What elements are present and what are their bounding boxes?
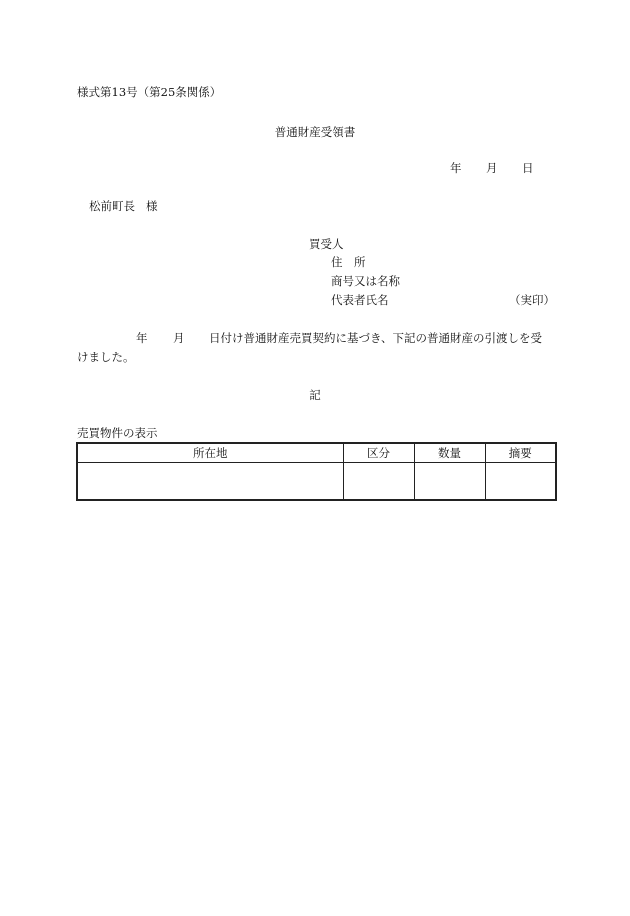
header-remarks: 摘要 bbox=[485, 443, 556, 463]
date-year-label: 年 bbox=[450, 161, 462, 175]
table-header-row bbox=[77, 443, 556, 463]
cell-category bbox=[343, 463, 414, 501]
ki-heading: 記 bbox=[309, 388, 321, 402]
table-caption: 売買物件の表示 bbox=[77, 426, 158, 440]
addressee-name: 松前町長 bbox=[89, 199, 135, 213]
buyer-name-label: 商号又は名称 bbox=[331, 274, 400, 288]
header-location: 所在地 bbox=[77, 443, 343, 463]
property-table bbox=[76, 442, 557, 501]
cell-location bbox=[77, 463, 343, 501]
date-month-label: 月 bbox=[486, 161, 498, 175]
header-quantity: 数量 bbox=[414, 443, 485, 463]
buyer-representative-label: 代表者氏名 bbox=[331, 293, 389, 307]
header-category: 区分 bbox=[343, 443, 414, 463]
body-text-line-2: けました。 bbox=[77, 350, 135, 364]
table-row bbox=[77, 463, 556, 501]
body-text-line-1: 日付け普通財産売買契約に基づき、下記の普通財産の引渡しを受 bbox=[209, 331, 543, 345]
buyer-heading: 買受人 bbox=[309, 237, 344, 251]
addressee-suffix: 様 bbox=[146, 199, 158, 213]
document-title: 普通財産受領書 bbox=[274, 125, 356, 139]
cell-quantity bbox=[414, 463, 485, 501]
date-day-label: 日 bbox=[522, 161, 534, 175]
body-year-label: 年 bbox=[136, 331, 148, 345]
cell-remarks bbox=[485, 463, 556, 501]
buyer-address-label: 住 所 bbox=[331, 255, 366, 269]
buyer-seal-label: （実印） bbox=[509, 293, 555, 307]
form-number: 様式第13号（第25条関係） bbox=[77, 85, 222, 99]
body-month-label: 月 bbox=[173, 331, 185, 345]
